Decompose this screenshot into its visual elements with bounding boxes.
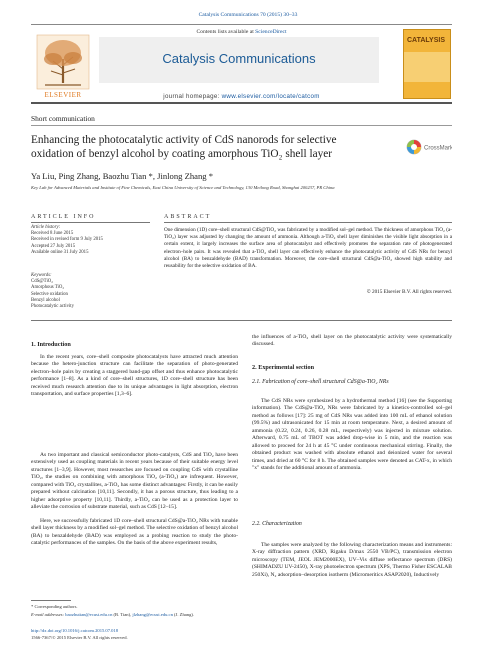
elsevier-tree-logo <box>31 29 95 91</box>
keyword: Selective oxidation <box>31 291 68 297</box>
paragraph: In the recent years, core–shell composite photocatalysts have attracted much attention because the hetero-junction structure can facilitate the separation of photo-generated electron–hole pairs by creating a staggered band-gap offset and thus enhance photocatalytic performance [1–8]. As a kind of core–shell structures, 1D core–shell structure has been received much research attention due to its unique advantages in light absorption, electron transportation, and surface properties [1,3–6]. <box>31 354 238 398</box>
article-title: Enhancing the photocatalytic activity of CdS nanorods for selective oxidation of benzyl alcohol by coating amorphous TiO₂ shell layer <box>31 134 337 160</box>
elsevier-wordmark: ELSEVIER <box>44 91 82 99</box>
email-suffix: (J. Zhang). <box>172 612 195 617</box>
doi-link[interactable]: http://dx.doi.org/10.1016/j.catcom.2015.07.018 <box>31 628 119 633</box>
issn-copyright: 1566-7367/© 2015 Elsevier B.V. All rights reserved. <box>31 635 128 640</box>
sciencedirect-link[interactable]: ScienceDirect <box>255 29 287 35</box>
copyright-notice: © 2015 Elsevier B.V. All rights reserved. <box>366 289 452 295</box>
email-link[interactable]: jlzhang@ecust.edu.cn <box>132 612 173 617</box>
cover-title: CATALYSIS <box>407 37 445 44</box>
history-item: Received in revised form 9 July 2015 <box>31 237 103 243</box>
keywords <box>31 273 151 310</box>
journal-header <box>31 24 452 104</box>
journal-title[interactable]: Catalysis Communications <box>162 51 316 66</box>
history-label: Article history: <box>31 225 61 230</box>
homepage-link[interactable]: www.elsevier.com/locate/catcom <box>221 93 320 100</box>
history-item: Received 8 June 2015 <box>31 231 74 237</box>
paragraph: Here, we successfully fabricated 1D core–shell structural CdS@a-TiO₂ NRs with tunable shell layer thickness by a modified sol–gel method. The selective oxidation of benzyl alcohol (BA) to benzaldehyde (BAD) was employed as a probing reaction to study the photo-catalytic performances of the samples. On the basis of the above experiment results, <box>31 518 239 547</box>
footnote-divider <box>31 600 71 601</box>
abstract-text: One dimension (1D) core–shell structural CdS@TiO₂ was fabricated by a modified sol–gel method. The thickness of amorphous TiO₂ (a-TiO₂) layer was adjusted by changing the amount of ammonia. Although a-TiO₂ shell layer diminishes the visible light absorption in a certain extent, it largely increases the surface area of photocatalyst and effectively promotes the separation rate of photogenerated electron–hole pairs. It was revealed that a-TiO₂ shell layer can effectively enhance the photocatalytic activity of CdS NRs for benzyl alcohol (BA) to benzaldehyde (BAD) transformation. Moreover, the core–shell structural CdS@a-TiO₂ showed high stability and reusability for the selective oxidation of BA. <box>164 227 452 270</box>
corresponding-author-note: * Corresponding authors. <box>31 604 78 609</box>
paragraph: the influences of a-TiO₂ shell layer on the photocatalytic activity were systematically discussed. <box>252 334 452 348</box>
divider <box>31 320 452 321</box>
homepage-prefix: journal homepage: <box>163 93 222 100</box>
crossmark-badge[interactable] <box>406 138 452 156</box>
paragraph: The CdS NRs were synthesized by a hydrothermal method [16] (see the Supporting information). The CdS@a-TiO₂ NRs were fabricated by a kinetics-controlled sol–gel method as follows [17]: 25 mg of CdS NRs was added into 100 mL of ethanol solution (99.5%) and ultrasonicated for 15 min at room temperature. Next, a desired amount of ammonia (0.22, 0.24, 0.26, 0.28 mL, respectively) was injected in mixture solution. Afterward, 0.75 mL of TBOT was added drop-wise in 5 min, and the reaction was allowed to proceed for 24 h at 45 °C under continuous mechanical stirring. Finally, the obtained product was washed with absolute ethanol and deionized water for several times, and dried at 60 °C for 8 h. The obtained samples were denoted as CAT-x, in which "x" stands for the additional amount of ammonia. <box>252 398 452 472</box>
paragraph: The samples were analyzed by the following characterization means and instruments: X-ray diffraction pattern (XRD, Rigaku D/max 2550 VB/PC), transmission electron microscopy (TEM, JEOL JEM2000EX), UV–Vis diffuse reflectance spectrum (DRS) (SHIMADZU UV-2450), X-ray photoelectron spectrum (XPS, Thermo Fisher ESCALAB 250Xi), N₂ adsorption–desorption isotherm (Micromeritics ASAP2020), Inductively <box>252 542 452 578</box>
history-item: Accepted 27 July 2015 <box>31 243 76 249</box>
divider <box>31 125 452 126</box>
journal-banner <box>99 37 379 83</box>
author-list: Ya Liu, Ping Zhang, Baozhu Tian *, Jinlong Zhang * <box>31 171 213 181</box>
keywords-label: Keywords: <box>31 273 52 278</box>
keyword: Benzyl alcohol <box>31 297 60 303</box>
email-mid: (B. Tian), <box>112 612 133 617</box>
article-history <box>31 225 151 256</box>
keyword: Amorphous TiO₂ <box>31 285 64 291</box>
cover-band <box>404 52 450 82</box>
history-item: Available online 31 July 2015 <box>31 249 89 255</box>
keyword: CdS@TiO₂ <box>31 279 53 285</box>
abstract-heading: ABSTRACT <box>164 214 212 220</box>
email-addresses <box>31 612 194 617</box>
section-heading-experimental: 2. Experimental section <box>252 364 315 371</box>
journal-reference[interactable]: Catalysis Communications 70 (2015) 30–33 <box>198 12 298 18</box>
email-link[interactable]: baozhutian@ecust.edu.cn <box>65 612 113 617</box>
subsection-heading-fabrication: 2.1. Fabrication of core–shell structural CdS@a-TiO₂ NRs <box>252 379 389 385</box>
divider <box>31 222 150 223</box>
journal-homepage <box>31 93 452 100</box>
subsection-heading-characterization: 2.2. Characterization <box>252 521 302 527</box>
section-heading-introduction: 1. Introduction <box>31 341 71 348</box>
email-prefix: E-mail addresses: <box>31 612 66 617</box>
contents-prefix: Contents lists available at <box>196 29 256 35</box>
keyword: Photocatalytic activity <box>31 304 75 310</box>
article-type: Short communication <box>31 114 95 123</box>
author-affiliation: Key Lab for Advanced Materials and Institute of Fine Chemicals, East China University of Science and Technology, 130 Meilong Road, Shanghai 200237, PR China <box>31 185 335 190</box>
crossmark-label: CrossMark <box>424 145 452 152</box>
divider <box>164 222 452 223</box>
paragraph: As two important and classical semiconductor photo-catalysts, CdS and TiO₂ have been extensively used as coupling materials in recent years because of their suitable energy level structures [1–3,9]. However, most researches are focused on coupling CdS with crystalline TiO₂, the studies on combining with amorphous TiO₂ (a-TiO₂) are infrequent. However, compared with TiO₂ crystallites, a-TiO₂ has some distinct advantages: Firstly, it can be easily prepared without calcination [10,11]. Secondly, it has a porous structure, thus leading to a higher adsorptive property [10,11]. Thirdly, a-TiO₂ can be used as a protection layer to alleviate the corrosion of substrate material, such as CdS [12–15]. <box>31 452 238 511</box>
journal-cover-thumbnail[interactable] <box>403 29 451 99</box>
article-info-heading: ARTICLE INFO <box>31 214 96 220</box>
